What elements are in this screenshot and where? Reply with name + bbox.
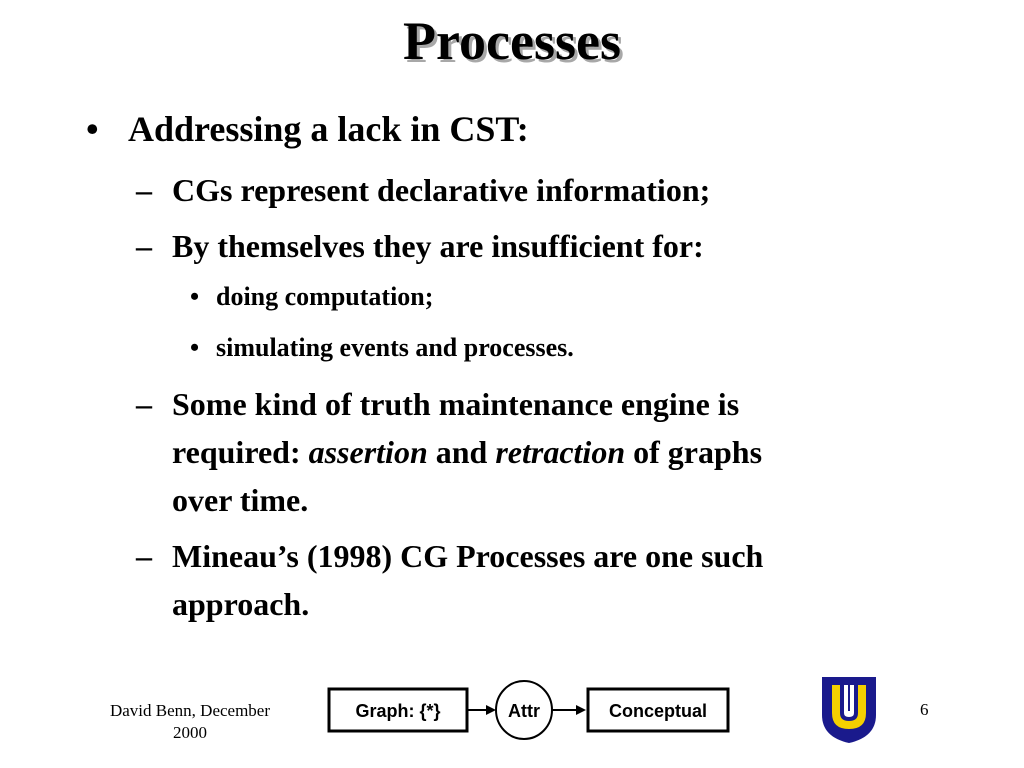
tm-assertion: assertion bbox=[308, 434, 428, 470]
sub-bullet-marker: • bbox=[190, 282, 200, 311]
shield-background bbox=[822, 677, 876, 743]
tm-line1: Some kind of truth maintenance engine is bbox=[172, 386, 740, 422]
graph-concept-label: Graph: {*} bbox=[355, 701, 441, 721]
dash-item-text: CGs represent declarative information; bbox=[172, 172, 711, 208]
tm-line2-a: required: bbox=[172, 434, 309, 470]
dash-item-text bbox=[172, 380, 762, 524]
sub-bullet-text: doing computation; bbox=[216, 282, 434, 311]
slide-title: Processes bbox=[403, 11, 621, 71]
university-shield-logo-icon bbox=[820, 675, 878, 745]
dash-item-text: By themselves they are insufficient for: bbox=[172, 228, 704, 264]
dash-item-text bbox=[172, 532, 763, 628]
cg-diagram bbox=[326, 676, 734, 742]
attr-relation-label: Attr bbox=[508, 701, 540, 721]
tm-line3: over time. bbox=[172, 482, 309, 518]
sub-bullet-marker: • bbox=[190, 333, 200, 362]
footer-author-line1: David Benn, December bbox=[109, 701, 271, 720]
arrow-head bbox=[576, 705, 586, 715]
footer-author bbox=[90, 700, 290, 744]
tm-line2-e: of graphs bbox=[625, 434, 763, 470]
tm-line2-c: and bbox=[427, 434, 496, 470]
tm-retraction: retraction bbox=[495, 434, 626, 470]
dash-marker: – bbox=[136, 228, 152, 264]
arrow-head bbox=[486, 705, 496, 715]
dash-marker: – bbox=[136, 538, 152, 574]
page-number: 6 bbox=[920, 700, 929, 719]
footer-author-line2: 2000 bbox=[173, 723, 207, 742]
dash-marker: – bbox=[136, 386, 152, 422]
bullet-marker: • bbox=[86, 109, 99, 149]
sub-bullet-text: simulating events and processes. bbox=[216, 333, 574, 362]
mineau-line1: Mineau’s (1998) CG Processes are one such bbox=[172, 538, 764, 574]
dash-marker: – bbox=[136, 172, 152, 208]
bullet-text: Addressing a lack in CST: bbox=[128, 109, 529, 149]
mineau-line2: approach. bbox=[172, 586, 310, 622]
conceptual-concept-label: Conceptual bbox=[608, 701, 708, 721]
